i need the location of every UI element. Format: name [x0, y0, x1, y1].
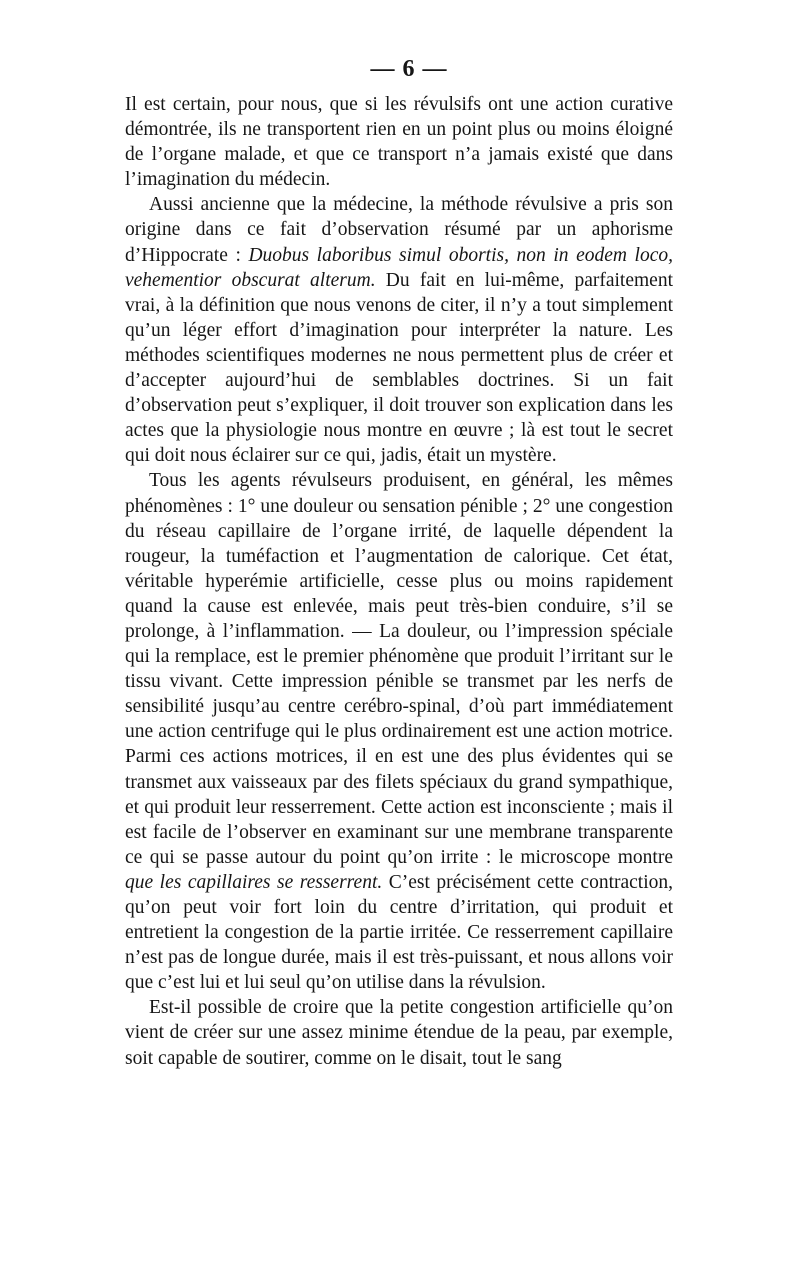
paragraph-2-text-b: Du fait en lui-même, parfaitement vrai, à la définition que nous venons de citer, il n’y a tout simplement qu’un léger effort d’imagination pour interpréter la nature. Les méthodes scientifiques modernes ne nous permettent plus de créer et d’accepter aujourd’hui de semblables doctrines. Si un fait d’observation peut s’expliquer, il doit trouver son explication dans les actes que la physiologie nous montre en œuvre ; là est tout le secret qui doit nous éclairer sur ce qui, jadis, était un mystère. — [125, 269, 673, 467]
paragraph-1 — [125, 92, 673, 192]
latin-aphorism: Duobus laboribus simul obortis, non in eodem loco, vehementior obscurat alterum. — [125, 244, 673, 291]
page-number: — 6 — — [370, 56, 448, 82]
document-page — [125, 52, 673, 1071]
paragraph-3-text-b: C’est précisément cette contraction, qu’on peut voir fort loin du centre d’irritation, qui produit et entretient la congestion de la partie irritée. Ce resserrement capillaire n’est pas de longue durée, mais il est très-puissant, et nous allons voir que c’est lui et lui seul qu’on utilise dans la révulsion. — [125, 871, 673, 994]
paragraph-3-text-a: Tous les agents révulseurs produisent, en général, les mêmes phénomènes : 1° une douleur ou sensation pénible ; 2° une congestion du réseau capillaire de l’organe irrité, de laquelle dépendent la rougeur, la tuméfaction et l’augmentation de calorique. Cet état, véritable hyperémie artificielle, cesse plus ou moins rapidement quand la cause est enlevée, mais peut très-bien conduire, s’il se prolonge, à l’inflammation. — La douleur, ou l’impression spéciale qui la remplace, est le premier phénomène que produit l’irritant sur le tissu vivant. Cette impression pénible se transmet par les nerfs de sensibilité jusqu’au centre cerébro-spinal, d’où part immédiatement une action centrifuge qui le plus ordinairement est une action motrice. Parmi ces actions motrices, il en est une des plus évidentes qui se transmet aux vaisseaux par des filets spéciaux du grand sympathique, et qui produit leur resserrement. Cette action est inconsciente ; mais il est facile de l’observer en examinant sur une membrane transparente ce qui se passe autour du point qu’on irrite : le microscope montre — [125, 470, 673, 868]
paragraph-2 — [125, 192, 673, 468]
paragraph-3 — [125, 468, 673, 995]
paragraph-4 — [125, 995, 673, 1070]
paragraph-2-text-a: Aussi ancienne que la médecine, la méthode révulsive a pris son origine dans ce fait d’observation résumé par un aphorisme d’Hippocrate : — [125, 194, 673, 266]
paragraph-4-text: Est-il possible de croire que la petite congestion artificielle qu’on vient de créer sur une assez minime étendue de la peau, par exemple, soit capable de soutirer, comme on le disait, tout le sang — [125, 997, 673, 1069]
emphasized-phrase: que les capillaires se resserrent. — [125, 871, 383, 893]
paragraph-1-text: Il est certain, pour nous, que si les révulsifs ont une action curative démontrée, ils ne transportent rien en un point plus ou moins éloigné de l’organe malade, et que ce transport n’a jamais existé que dans l’imagination du médecin. — [125, 94, 673, 191]
